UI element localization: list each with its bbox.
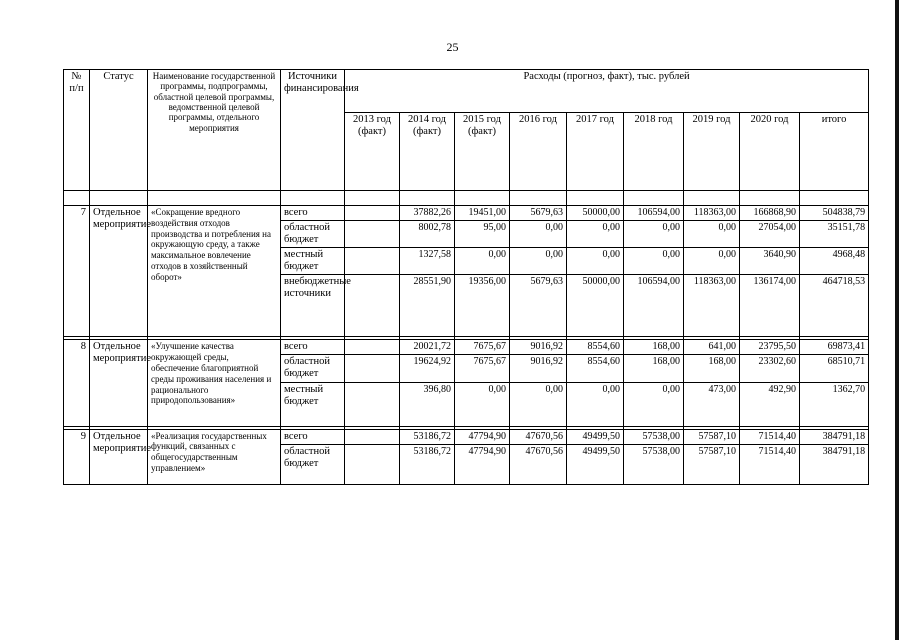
- funding-source: внебюджетные источники: [281, 275, 345, 337]
- amount-cell: 53186,72: [400, 429, 455, 444]
- header-year: 2018 год: [624, 113, 684, 191]
- amount-cell: 168,00: [624, 355, 684, 382]
- amount-cell: [345, 340, 400, 355]
- amount-cell: 8554,60: [567, 355, 624, 382]
- amount-cell: 464718,53: [800, 275, 869, 337]
- page-number: 25: [446, 40, 459, 54]
- funding-source: всего: [281, 429, 345, 444]
- amount-cell: 0,00: [455, 248, 510, 275]
- amount-cell: 53186,72: [400, 444, 455, 484]
- amount-cell: 47794,90: [455, 429, 510, 444]
- funding-source: областной бюджет: [281, 355, 345, 382]
- amount-cell: 50000,00: [567, 206, 624, 221]
- amount-cell: 49499,50: [567, 444, 624, 484]
- header-year: 2013 год (факт): [345, 113, 400, 191]
- amount-cell: 71514,40: [740, 429, 800, 444]
- amount-cell: 1327,58: [400, 248, 455, 275]
- group-number: 7: [64, 206, 90, 337]
- amount-cell: 5679,63: [510, 275, 567, 337]
- header-year: 2016 год: [510, 113, 567, 191]
- amount-cell: [345, 429, 400, 444]
- amount-cell: 8002,78: [400, 221, 455, 248]
- amount-cell: 68510,71: [800, 355, 869, 382]
- amount-cell: 8554,60: [567, 340, 624, 355]
- header-sources: Источники финансирования: [281, 70, 345, 191]
- amount-cell: 71514,40: [740, 444, 800, 484]
- amount-cell: 47794,90: [455, 444, 510, 484]
- amount-cell: [345, 221, 400, 248]
- amount-cell: 3640,90: [740, 248, 800, 275]
- amount-cell: 37882,26: [400, 206, 455, 221]
- amount-cell: [345, 248, 400, 275]
- funding-source: местный бюджет: [281, 248, 345, 275]
- group-spacer: [64, 191, 869, 206]
- amount-cell: [345, 382, 400, 426]
- header-year: 2015 год (факт): [455, 113, 510, 191]
- group-name: «Сокращение вредного воздействия отходов производства и потребления на окружающую среду, а также максимальное вовлечение отходов в хозяйственный оборот»: [148, 206, 281, 337]
- amount-cell: 27054,00: [740, 221, 800, 248]
- page-edge-rule: [895, 0, 899, 640]
- amount-cell: [345, 275, 400, 337]
- amount-cell: 0,00: [684, 248, 740, 275]
- amount-cell: 0,00: [567, 382, 624, 426]
- amount-cell: 7675,67: [455, 355, 510, 382]
- group-status: Отдельное мероприятие: [90, 429, 148, 484]
- amount-cell: 0,00: [567, 221, 624, 248]
- amount-cell: [345, 444, 400, 484]
- amount-cell: 7675,67: [455, 340, 510, 355]
- amount-cell: 1362,70: [800, 382, 869, 426]
- amount-cell: 492,90: [740, 382, 800, 426]
- expenses-table: [63, 69, 869, 485]
- amount-cell: 384791,18: [800, 429, 869, 444]
- amount-cell: 57538,00: [624, 429, 684, 444]
- amount-cell: 504838,79: [800, 206, 869, 221]
- funding-source: всего: [281, 340, 345, 355]
- amount-cell: [345, 355, 400, 382]
- header-year: 2017 год: [567, 113, 624, 191]
- funding-source: областной бюджет: [281, 444, 345, 484]
- amount-cell: 19624,92: [400, 355, 455, 382]
- amount-cell: 384791,18: [800, 444, 869, 484]
- header-status: Статус: [90, 70, 148, 191]
- amount-cell: 23302,60: [740, 355, 800, 382]
- amount-cell: 19356,00: [455, 275, 510, 337]
- amount-cell: 5679,63: [510, 206, 567, 221]
- amount-cell: 0,00: [624, 248, 684, 275]
- amount-cell: 168,00: [624, 340, 684, 355]
- header-year: итого: [800, 113, 869, 191]
- amount-cell: 0,00: [624, 382, 684, 426]
- amount-cell: 19451,00: [455, 206, 510, 221]
- amount-cell: 0,00: [510, 221, 567, 248]
- header-year: 2019 год: [684, 113, 740, 191]
- amount-cell: 106594,00: [624, 275, 684, 337]
- header-year: 2020 год: [740, 113, 800, 191]
- amount-cell: 4968,48: [800, 248, 869, 275]
- amount-cell: 166868,90: [740, 206, 800, 221]
- amount-cell: 0,00: [684, 221, 740, 248]
- group-status: Отдельное мероприятие: [90, 206, 148, 337]
- amount-cell: 168,00: [684, 355, 740, 382]
- header-row-1: [64, 70, 869, 113]
- amount-cell: 20021,72: [400, 340, 455, 355]
- amount-cell: 69873,41: [800, 340, 869, 355]
- amount-cell: 0,00: [567, 248, 624, 275]
- header-expenses: Расходы (прогноз, факт), тыс. рублей: [345, 70, 869, 113]
- group-number: 8: [64, 340, 90, 426]
- funding-source: областной бюджет: [281, 221, 345, 248]
- amount-cell: 57538,00: [624, 444, 684, 484]
- amount-cell: 118363,00: [684, 275, 740, 337]
- amount-cell: 95,00: [455, 221, 510, 248]
- amount-cell: 50000,00: [567, 275, 624, 337]
- amount-cell: 106594,00: [624, 206, 684, 221]
- amount-cell: 118363,00: [684, 206, 740, 221]
- amount-cell: [345, 206, 400, 221]
- amount-cell: 0,00: [510, 382, 567, 426]
- amount-cell: 0,00: [510, 248, 567, 275]
- amount-cell: 57587,10: [684, 429, 740, 444]
- amount-cell: 28551,90: [400, 275, 455, 337]
- funding-source: всего: [281, 206, 345, 221]
- amount-cell: 57587,10: [684, 444, 740, 484]
- table-row: [64, 340, 869, 355]
- header-year: 2014 год (факт): [400, 113, 455, 191]
- group-name: «Реализация государственных функций, связанных с общегосударственным управлением»: [148, 429, 281, 484]
- amount-cell: 396,80: [400, 382, 455, 426]
- group-number: 9: [64, 429, 90, 484]
- table-row: [64, 429, 869, 444]
- amount-cell: 136174,00: [740, 275, 800, 337]
- amount-cell: 35151,78: [800, 221, 869, 248]
- amount-cell: 49499,50: [567, 429, 624, 444]
- amount-cell: 641,00: [684, 340, 740, 355]
- amount-cell: 9016,92: [510, 355, 567, 382]
- header-name: Наименование государственной программы, подпрограммы, областной целевой программы, ведомственной целевой программы, отдельного мероприятия: [148, 70, 281, 191]
- amount-cell: 47670,56: [510, 444, 567, 484]
- amount-cell: 0,00: [624, 221, 684, 248]
- amount-cell: 473,00: [684, 382, 740, 426]
- table-body: [64, 191, 869, 485]
- group-name: «Улучшение качества окружающей среды, обеспечение благоприятной среды проживания населения и рационального природопользования»: [148, 340, 281, 426]
- funding-source: местный бюджет: [281, 382, 345, 426]
- amount-cell: 47670,56: [510, 429, 567, 444]
- group-status: Отдельное мероприятие: [90, 340, 148, 426]
- amount-cell: 23795,50: [740, 340, 800, 355]
- table-row: [64, 206, 869, 221]
- amount-cell: 0,00: [455, 382, 510, 426]
- header-no: № п/п: [64, 70, 90, 191]
- amount-cell: 9016,92: [510, 340, 567, 355]
